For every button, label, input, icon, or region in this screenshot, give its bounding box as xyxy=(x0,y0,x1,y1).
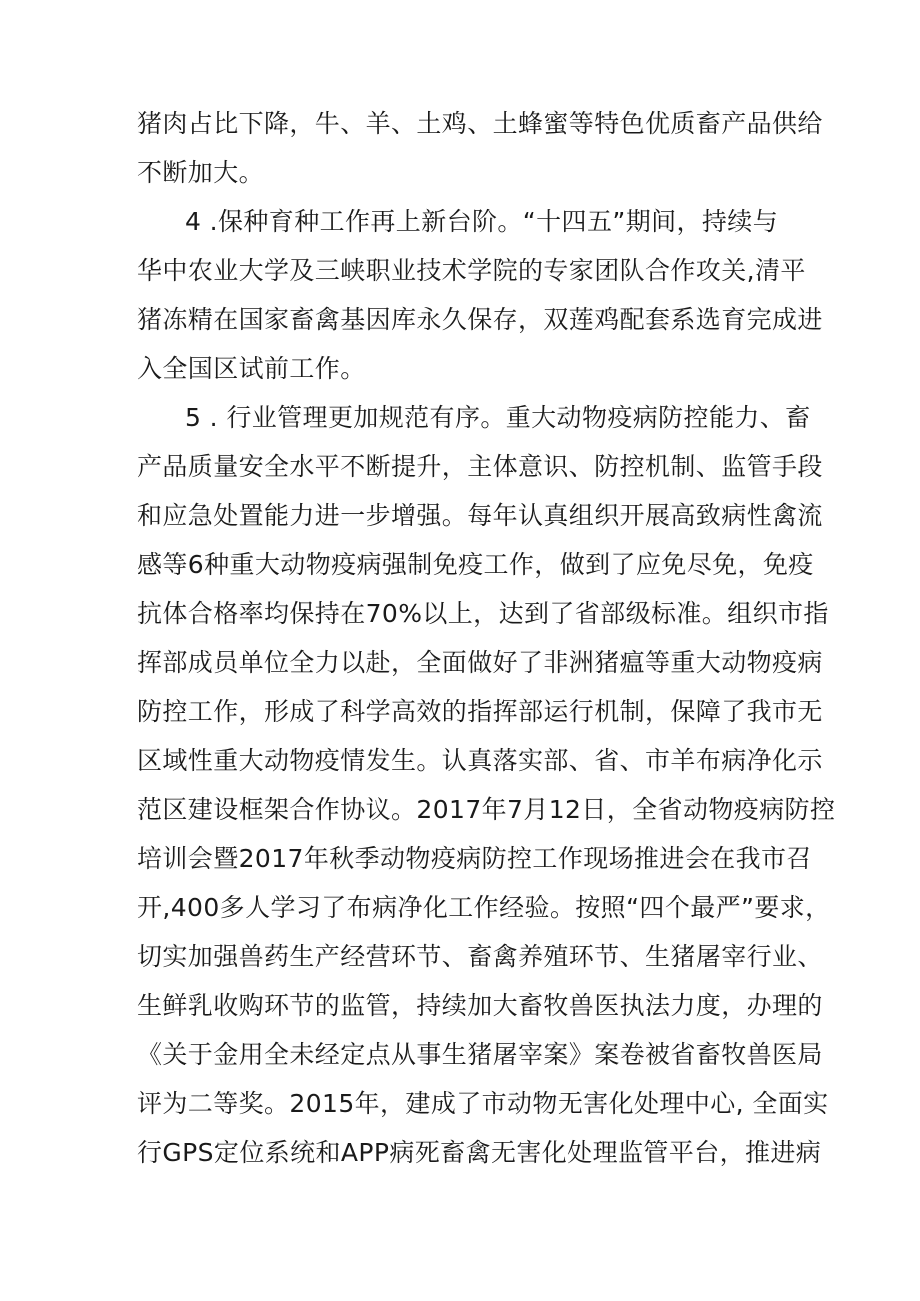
text-line: 感等6种重大动物疫病强制免疫工作，做到了应免尽免，免疫 xyxy=(137,550,814,579)
text-line: 华中农业大学及三峡职业技术学院的专家团队合作攻关,清平 xyxy=(137,256,806,285)
text-line: 挥部成员单位全力以赴，全面做好了非洲猪瘟等重大动物疫病 xyxy=(137,648,823,677)
text-line: 区域性重大动物疫情发生。认真落实部、省、市羊布病净化示 xyxy=(137,746,823,775)
text-line: 生鲜乳收购环节的监管，持续加大畜牧兽医执法力度，办理的 xyxy=(137,991,823,1020)
text-line: 《关于金用全未经定点从事生猪屠宰案》案卷被省畜牧兽医局 xyxy=(137,1040,823,1069)
text-line: 范区建设框架合作协议。2017年7月12日，全省动物疫病防控 xyxy=(137,795,836,824)
text-line: 5 . 行业管理更加规范有序。重大动物疫病防控能力、畜 xyxy=(185,403,811,432)
text-line: 和应急处置能力进一步增强。每年认真组织开展高致病性禽流 xyxy=(137,501,823,530)
text-line: 行GPS定位系统和APP病死畜禽无害化处理监管平台，推进病 xyxy=(137,1138,822,1167)
text-line: 猪冻精在国家畜禽基因库永久保存，双莲鸡配套系选育完成进 xyxy=(137,305,823,334)
text-line: 猪肉占比下降，牛、羊、土鸡、土蜂蜜等特色优质畜产品供给 xyxy=(137,109,823,138)
text-line: 评为二等奖。2015年，建成了市动物无害化处理中心, 全面实 xyxy=(137,1089,829,1118)
text-line: 抗体合格率均保持在70%以上，达到了省部级标准。组织市指 xyxy=(137,599,829,628)
text-line: 入全国区试前工作。 xyxy=(137,354,366,383)
text-line: 4 .保种育种工作再上新台阶。“十四五”期间，持续与 xyxy=(185,207,779,236)
text-line: 切实加强兽药生产经营环节、畜禽养殖环节、生猪屠宰行业、 xyxy=(137,942,823,971)
text-line: 产品质量安全水平不断提升，主体意识、防控机制、监管手段 xyxy=(137,452,823,481)
text-line: 培训会暨2017年秋季动物疫病防控工作现场推进会在我市召 xyxy=(137,844,812,873)
text-line: 开,400多人学习了布病净化工作经验。按照“四个最严”要求， xyxy=(137,893,831,922)
text-line: 不断加大。 xyxy=(137,158,265,187)
text-line: 防控工作，形成了科学高效的指挥部运行机制，保障了我市无 xyxy=(137,697,823,726)
